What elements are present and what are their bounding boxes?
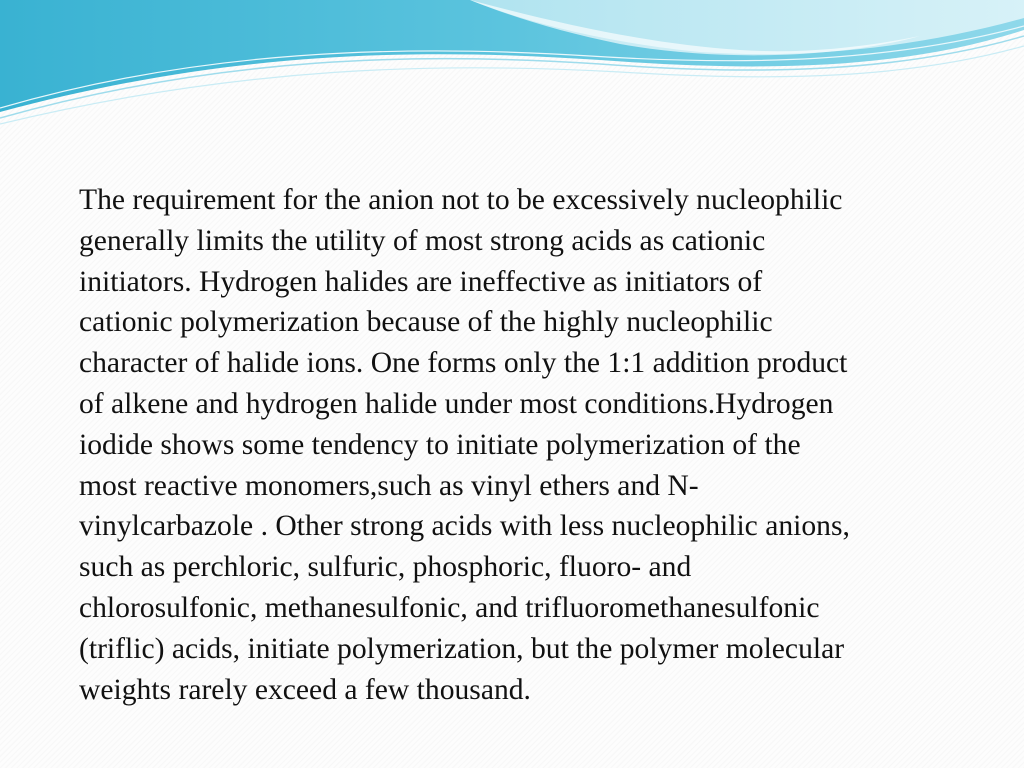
paragraph-line: iodide shows some tendency to initiate polymerization of the <box>79 428 801 461</box>
paragraph-line: initiators. Hydrogen halides are ineffective as initiators of <box>79 265 763 298</box>
paragraph-line: such as perchloric, sulfuric, phosphoric, fluoro- and <box>79 551 692 584</box>
paragraph-line: vinylcarbazole . Other strong acids with less nucleophilic anions, <box>79 510 850 543</box>
paragraph-line: The requirement for the anion not to be excessively nucleophilic <box>79 184 843 216</box>
paragraph-line: (triflic) acids, initiate polymerization, but the polymer molecular <box>79 632 845 665</box>
paragraph-line: weights rarely exceed a few thousand. <box>79 673 531 706</box>
paragraph-line: chlorosulfonic, methanesulfonic, and trifluoromethanesulfonic <box>79 591 820 624</box>
paragraph-line: generally limits the utility of most strong acids as cationic <box>79 224 766 257</box>
paragraph-line: character of halide ions. One forms only the 1:1 addition product <box>79 347 848 380</box>
paragraph-line: most reactive monomers,such as vinyl ethers and N- <box>79 469 699 502</box>
paragraph-line: cationic polymerization because of the highly nucleophilic <box>79 306 773 339</box>
paragraph-line: of alkene and hydrogen halide under most conditions.Hydrogen <box>79 387 834 420</box>
header-wave-decoration <box>0 0 1024 130</box>
body-paragraph <box>79 180 979 710</box>
